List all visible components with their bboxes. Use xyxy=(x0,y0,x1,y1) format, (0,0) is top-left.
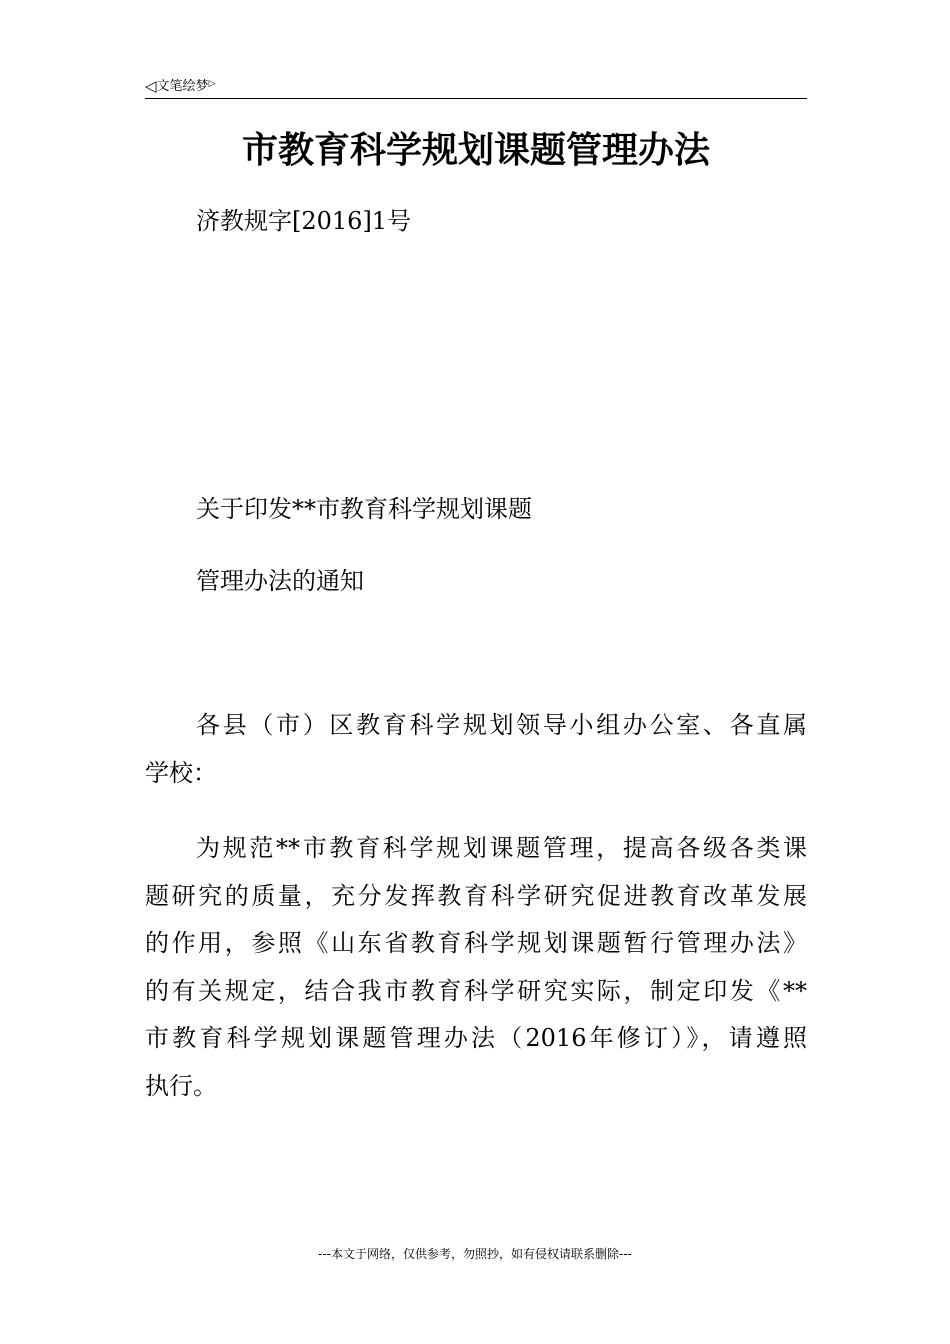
body-line-2: 题研究的质量，充分发挥教育科学研究促进教育改革发展 xyxy=(145,881,807,910)
triangle-left-icon: ◁ xyxy=(145,77,157,95)
document-title: 市教育科学规划课题管理办法 xyxy=(241,129,710,171)
body-paragraph xyxy=(145,832,807,1117)
body-line-6: 执行。 xyxy=(145,1071,217,1100)
body-line-5: 市教育科学规划课题管理办法（2016年修订）》，请遵照 xyxy=(145,1024,807,1052)
notice-title-line-2: 管理办法的通知 xyxy=(196,567,364,595)
salutation-line-1: 各县（市）区教育科学规划领导小组办公室、各直属 xyxy=(196,711,807,739)
body-line-3: 的作用，参照《山东省教育科学规划课题暂行管理办法》 xyxy=(145,929,807,957)
triangle-right-icon: ▷ xyxy=(208,79,216,89)
body-line-1: 为规范**市教育科学规划课题管理，提高各级各类课 xyxy=(196,834,807,862)
page-header xyxy=(145,72,807,99)
page-footer-disclaimer: ---本文于网络，仅供参考，勿照抄，如有侵权请联系删除--- xyxy=(318,1247,632,1261)
header-brand xyxy=(145,75,215,96)
body-line-4: 的有关规定，结合我市教育科学研究实际，制定印发《** xyxy=(145,976,807,1005)
salutation-paragraph xyxy=(145,709,807,804)
notice-title-line-1: 关于印发**市教育科学规划课题 xyxy=(196,495,532,523)
salutation-line-2: 学校： xyxy=(145,758,217,787)
header-text: 文笔绘梦 xyxy=(156,79,209,94)
document-number: 济教规字[2016]1号 xyxy=(196,207,412,235)
